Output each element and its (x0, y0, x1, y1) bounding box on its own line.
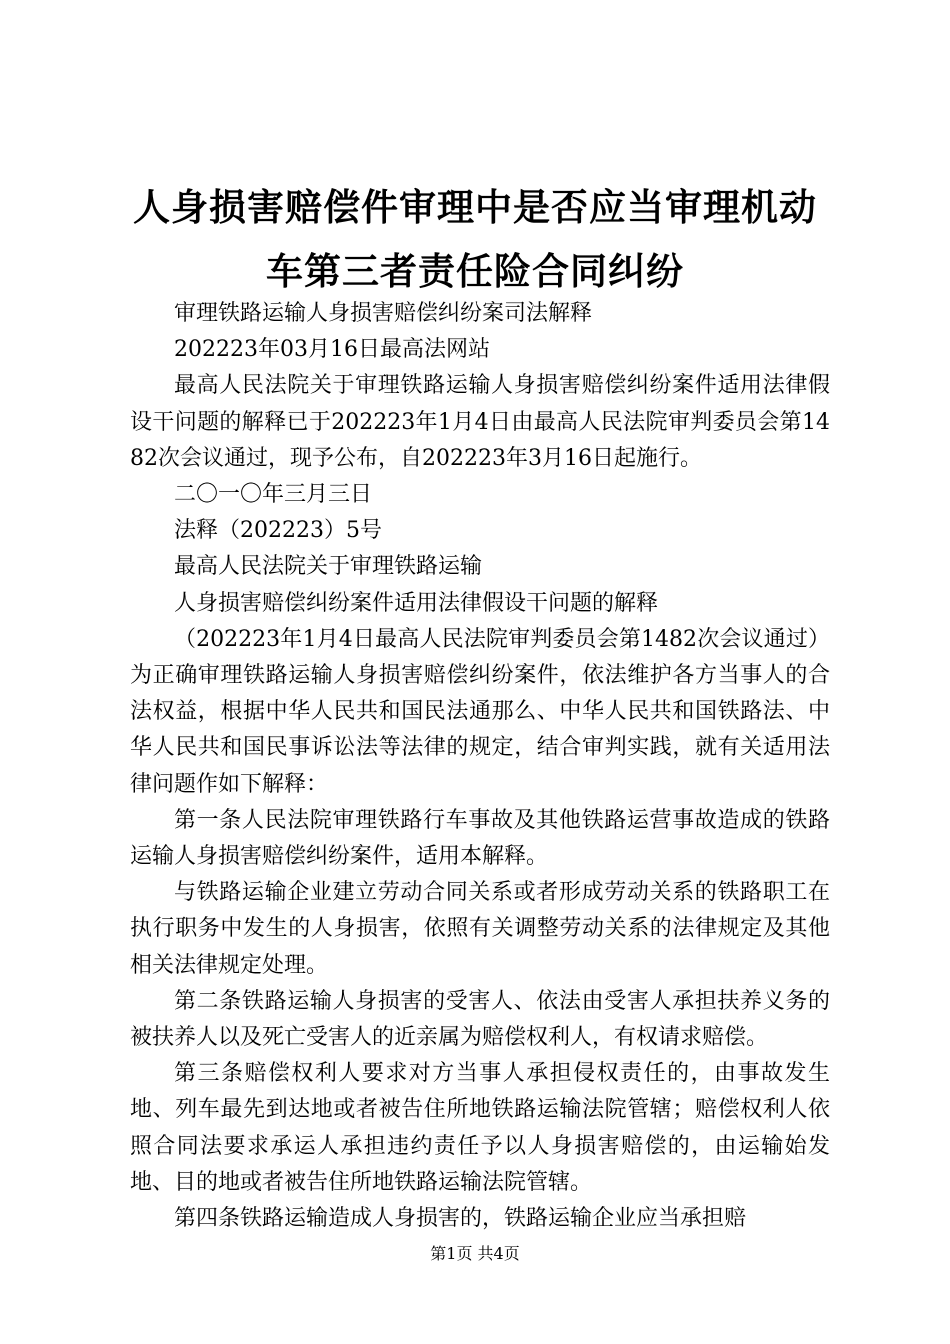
paragraph-source-date: 202223年03月16日最高法网站 (174, 337, 490, 363)
paragraph-preamble: （202223年1月4日最高人民法院审判委员会第1482次会议通过）为正确审理铁路运输人身损害赔偿纠纷案件，依法维护各方当事人的合法权益，根据中华人民共和国民法通那么、中华人民共和国铁路法、中华人民共和国民事诉讼法等法律的规定，结合审判实践，就有关适用法律问题作如下解释： (130, 626, 830, 797)
paragraph-interpretation-title-2: 人身损害赔偿纠纷案件适用法律假设干问题的解释 (174, 590, 659, 616)
paragraph-article-1: 第一条人民法院审理铁路行车事故及其他铁路运营事故造成的铁路运输人身损害赔偿纠纷案件，适用本解释。 (130, 807, 830, 870)
page-footer: 第1页 共4页 (430, 1244, 520, 1263)
paragraph-article-4: 第四条铁路运输造成人身损害的，铁路运输企业应当承担赔 (174, 1206, 747, 1232)
document-body (130, 296, 830, 1237)
paragraph-interpretation-title-1: 最高人民法院关于审理铁路运输 (174, 554, 483, 580)
paragraph-announcement: 最高人民法院关于审理铁路运输人身损害赔偿纠纷案件适用法律假设干问题的解释已于202223年1月4日由最高人民法院审判委员会第1482次会议通过，现予公布，自202223年3月16日起施行。 (130, 373, 830, 471)
document-title: 人身损害赔偿件审理中是否应当审理机动车第三者责任险合同纠纷 (133, 186, 817, 293)
paragraph-article-2: 第二条铁路运输人身损害的受害人、依法由受害人承担扶养义务的被扶养人以及死亡受害人的近亲属为赔偿权利人，有权请求赔偿。 (130, 988, 830, 1051)
paragraph-source-title: 审理铁路运输人身损害赔偿纠纷案司法解释 (174, 301, 593, 326)
paragraph-article-1-part-2: 与铁路运输企业建立劳动合同关系或者形成劳动关系的铁路职工在执行职务中发生的人身损害，依照有关调整劳动关系的法律规定及其他相关法律规定处理。 (130, 880, 830, 978)
paragraph-article-3: 第三条赔偿权利人要求对方当事人承担侵权责任的，由事故发生地、列车最先到达地或者被告住所地铁路运输法院管辖；赔偿权利人依照合同法要求承运人承担违约责任予以人身损害赔偿的，由运输始发地、目的地或者被告住所地铁路运输法院管辖。 (130, 1061, 830, 1195)
paragraph-issue-date: 二〇一〇年三月三日 (174, 482, 373, 508)
paragraph-doc-number: 法释（202223）5号 (174, 518, 382, 544)
